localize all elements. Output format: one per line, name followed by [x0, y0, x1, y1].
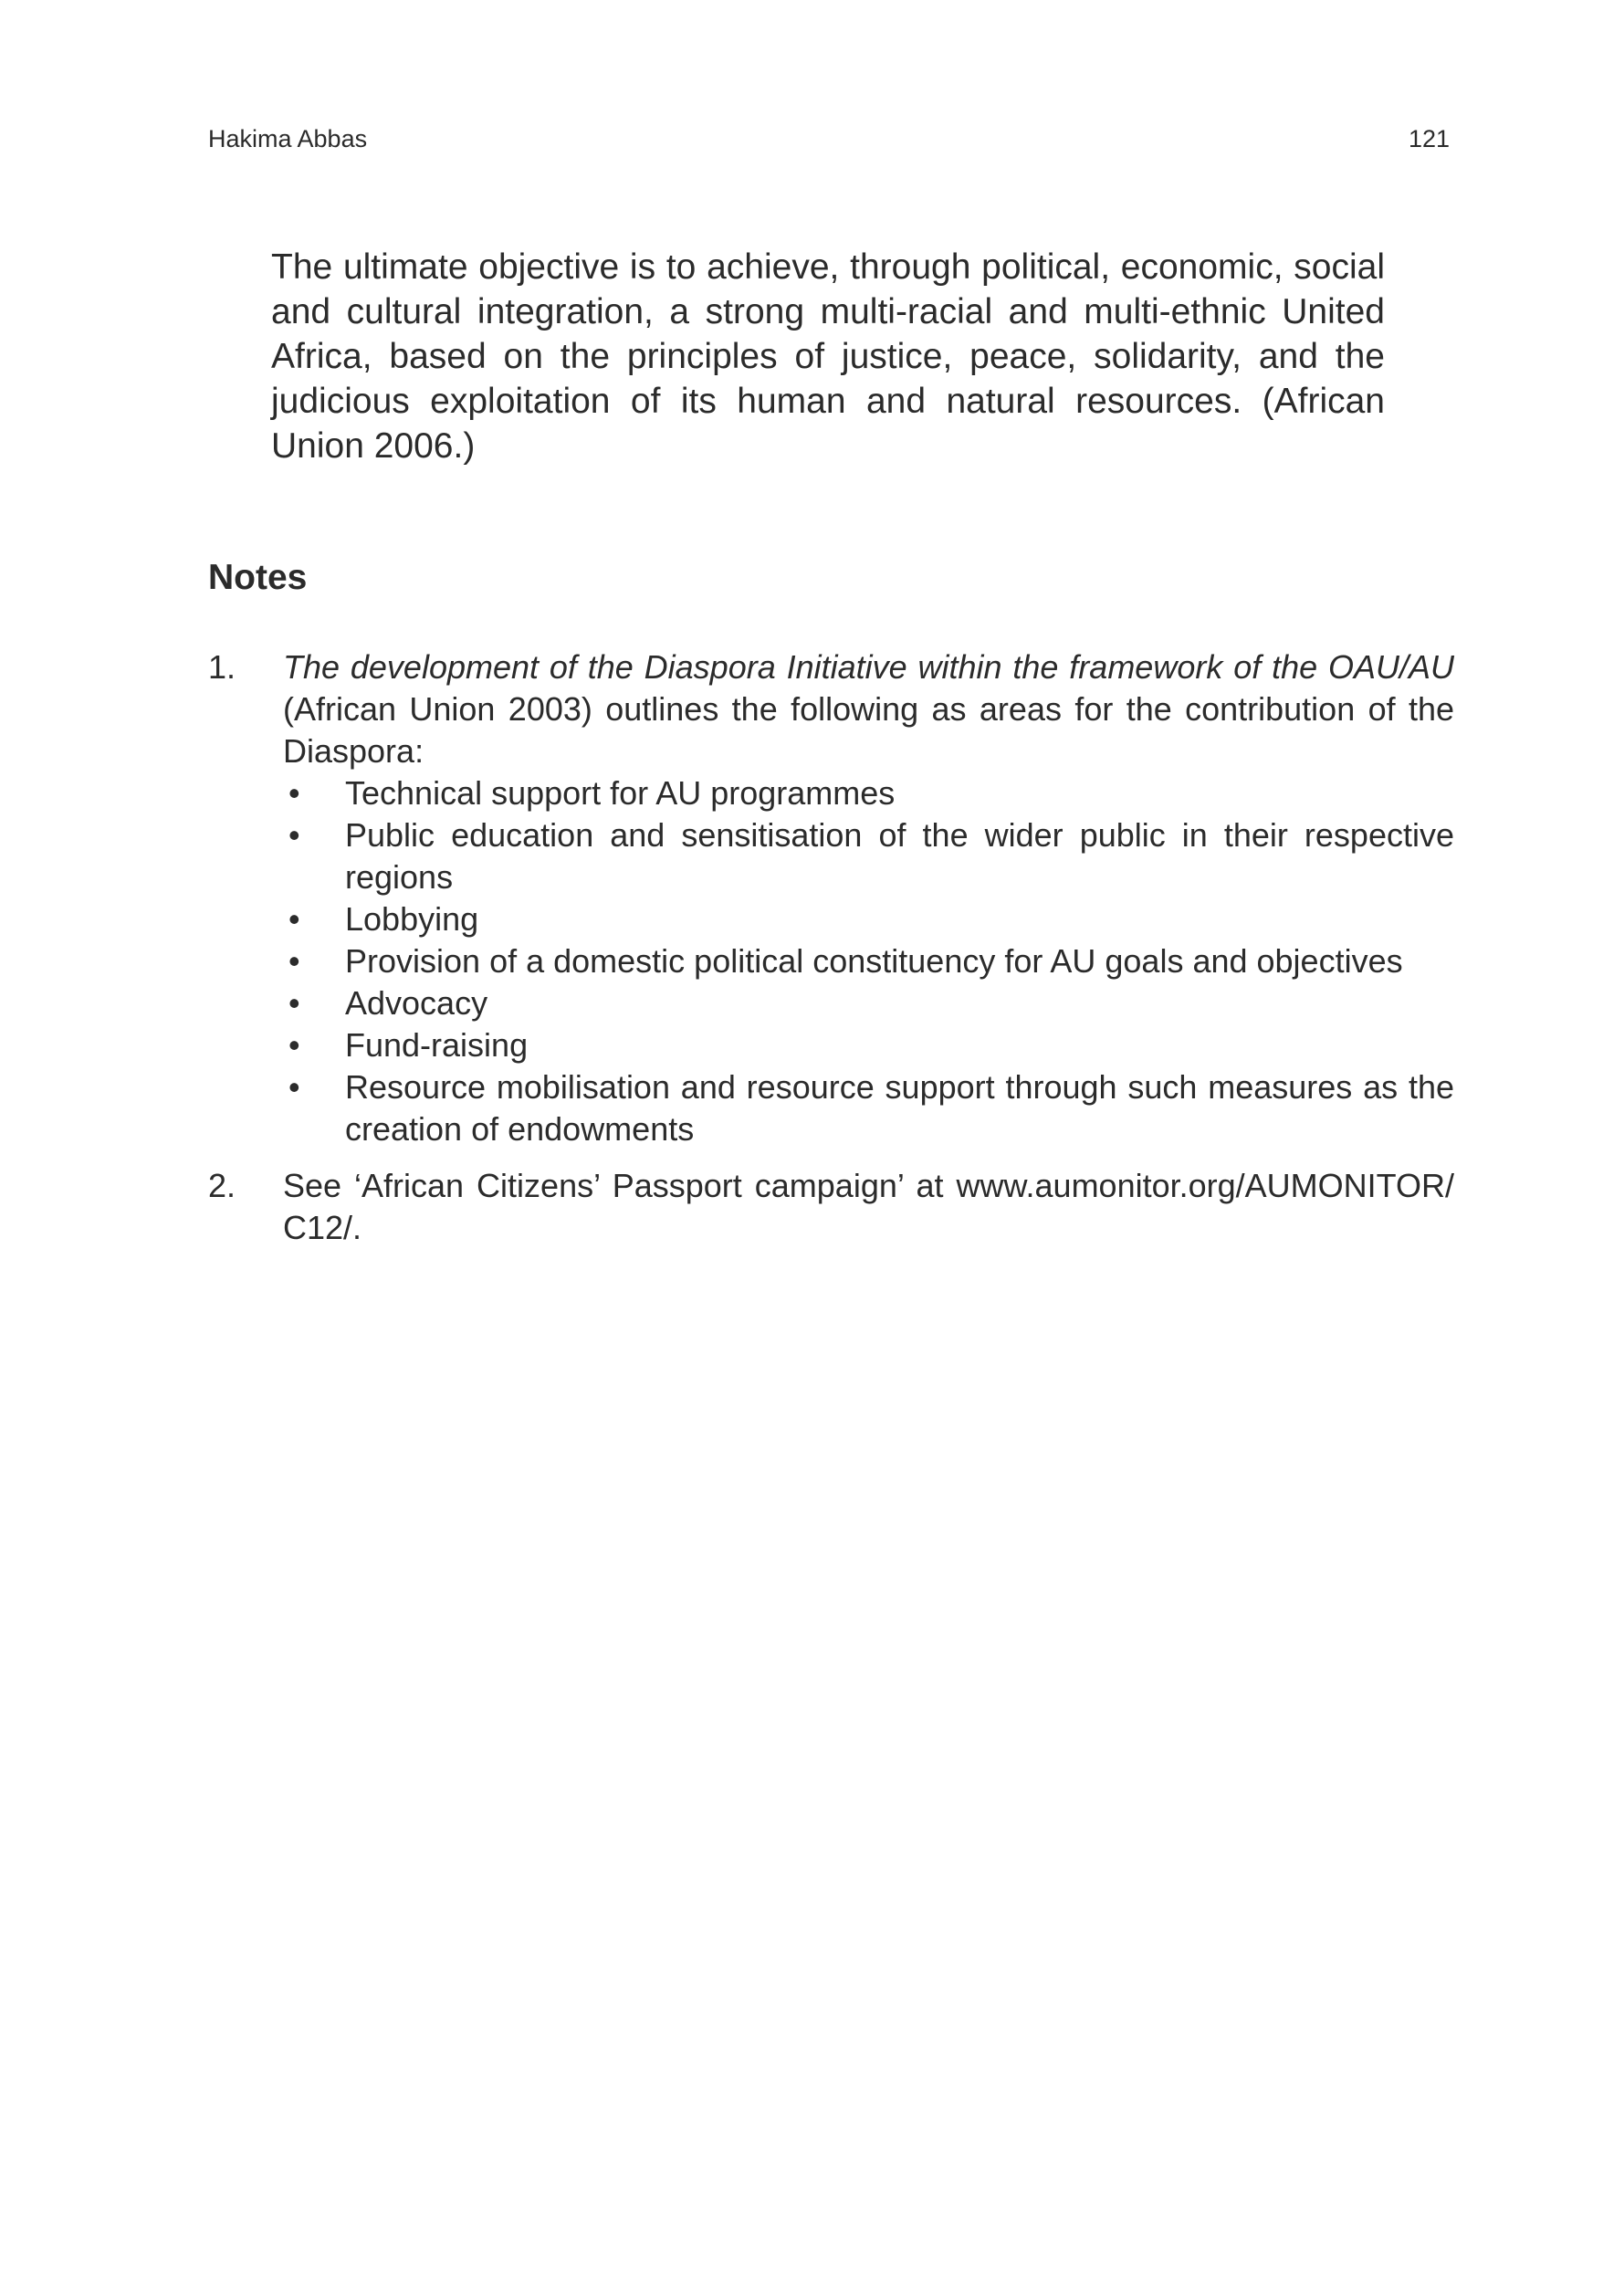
block-quote: The ultimate objective is to achieve, through political, economic, social and cultural integration, a strong multi-racial and multi-ethnic United Africa, based on the principles of justice, peace, solidarity, and the judicious exploitation of its human and natural resources. (African Union 2006.) [271, 247, 1385, 466]
note-text: See ‘African Citizens’ Passport campaign’ at www.aumonitor.org/AUMONITOR/ C12/. [283, 1167, 1454, 1246]
bullet-icon: • [288, 1068, 300, 1106]
note-body: (African Union 2003) outlines the following as areas for the contribution of the Diaspora: [283, 690, 1454, 770]
list-item-text: Public education and sensitisation of the wider public in their respective regions [345, 816, 1454, 896]
bullet-icon: • [288, 942, 300, 980]
running-head [208, 121, 1450, 157]
list-item-text: Provision of a domestic political constituency for AU goals and objectives [345, 942, 1403, 980]
list-item [283, 898, 1454, 940]
note-cited-title: The development of the Diaspora Initiative within the framework of the OAU/AU [283, 648, 1454, 686]
bullet-icon: • [288, 816, 300, 854]
note-item-1 [208, 646, 1454, 1150]
list-item [283, 1024, 1454, 1066]
list-item [283, 940, 1454, 982]
bullet-icon: • [288, 900, 300, 938]
note-bullet-list [283, 772, 1454, 1150]
note-item-2 [208, 1165, 1454, 1249]
bullet-icon: • [288, 1026, 300, 1064]
running-head-author: Hakima Abbas [208, 125, 368, 152]
list-item [283, 982, 1454, 1024]
list-item-text: Lobbying [345, 900, 479, 938]
bullet-icon: • [288, 984, 300, 1022]
list-item-text: Fund-raising [345, 1026, 529, 1064]
list-item [283, 1066, 1454, 1150]
page-number: 121 [1408, 125, 1450, 152]
list-item-text: Technical support for AU programmes [345, 774, 896, 812]
list-item-text: Resource mobilisation and resource support through such measures as the creation of endowments [345, 1068, 1454, 1148]
note-text [283, 646, 1454, 772]
note-number: 1. [208, 648, 236, 686]
notes-list [208, 646, 1454, 1249]
note-number: 2. [208, 1167, 236, 1204]
notes-heading: Notes [208, 558, 308, 597]
list-item [283, 814, 1454, 898]
bullet-icon: • [288, 774, 300, 812]
list-item-text: Advocacy [345, 984, 488, 1022]
list-item [283, 772, 1454, 814]
